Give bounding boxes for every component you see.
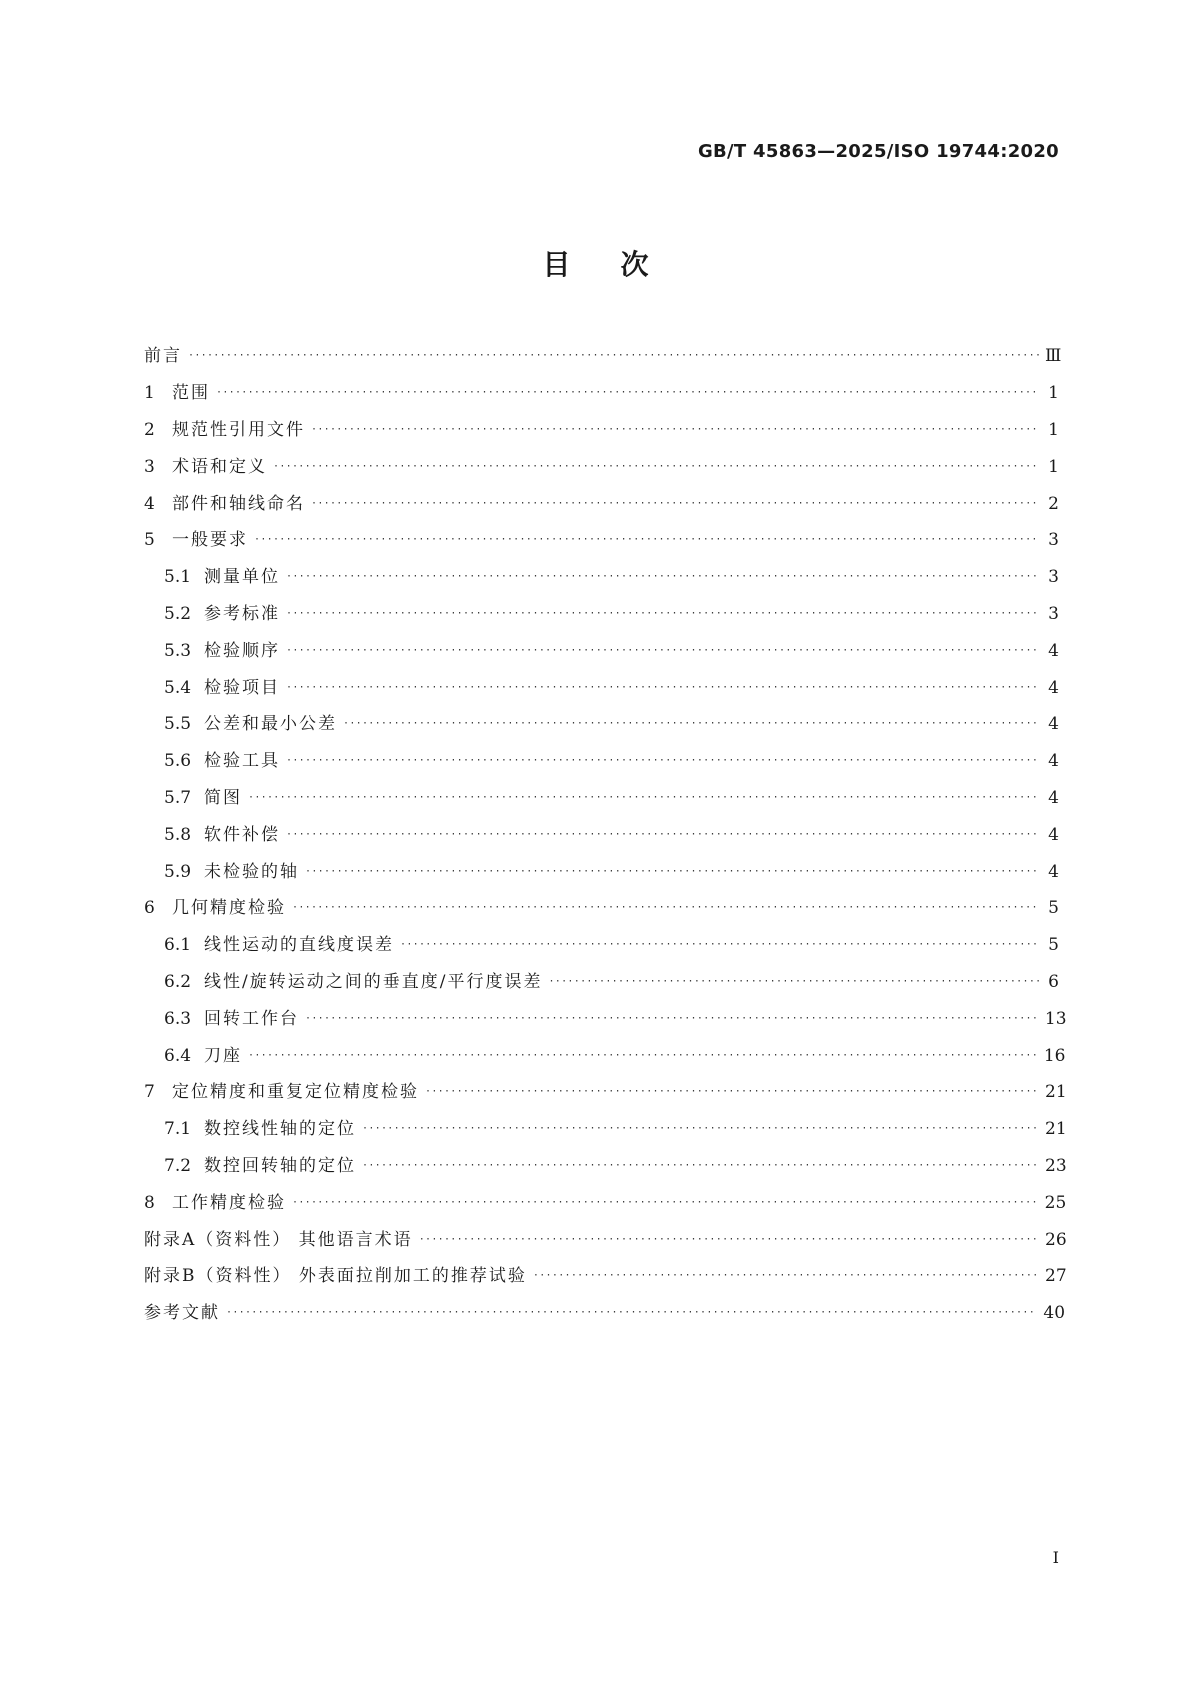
toc-leader-dots xyxy=(548,972,1039,992)
toc-entry-page: 16 xyxy=(1043,1045,1066,1066)
toc-entry-page: 4 xyxy=(1048,787,1059,808)
toc-entry-label: 附录B（资料性） 外表面拉削加工的推荐试验 xyxy=(144,1266,527,1287)
toc-entry-number: 4 xyxy=(144,493,155,514)
toc-entry[interactable] xyxy=(144,1184,1067,1221)
toc-entry[interactable] xyxy=(144,375,1059,412)
toc-entry[interactable] xyxy=(144,706,1059,743)
page-title: 目次 xyxy=(542,248,699,281)
toc-entry[interactable] xyxy=(144,927,1059,964)
toc-entry-number: 5.8 xyxy=(164,824,192,845)
toc-leader-dots xyxy=(400,935,1039,955)
toc-entry-number: 8 xyxy=(144,1192,155,1213)
toc-entry-number: 5.6 xyxy=(164,751,192,772)
toc-entry-number: 5.9 xyxy=(164,861,192,882)
toc-entry-number: 6.1 xyxy=(164,935,192,956)
toc-entry-label: 测量单位 xyxy=(204,567,280,588)
toc-entry-page: Ⅲ xyxy=(1045,346,1062,367)
toc-entry-page: 23 xyxy=(1045,1155,1067,1176)
toc-leader-dots xyxy=(533,1266,1039,1286)
toc-entry-label: 数控回转轴的定位 xyxy=(204,1155,356,1176)
toc-entry-number: 2 xyxy=(144,419,155,440)
toc-entry[interactable] xyxy=(144,596,1059,633)
toc-leader-dots xyxy=(254,530,1039,550)
toc-entry[interactable] xyxy=(144,890,1059,927)
toc-entry-number: 7.1 xyxy=(164,1119,192,1140)
toc-leader-dots xyxy=(286,641,1039,661)
toc-entry-page: 4 xyxy=(1048,677,1059,698)
toc-leader-dots xyxy=(216,383,1039,403)
toc-entry-page: 5 xyxy=(1048,898,1059,919)
toc-entry[interactable] xyxy=(144,559,1059,596)
toc-entry-page: 3 xyxy=(1048,603,1059,624)
toc-entry-number: 5.3 xyxy=(164,640,192,661)
toc-entry-label: 术语和定义 xyxy=(172,456,267,477)
toc-entry-page: 40 xyxy=(1043,1303,1066,1324)
toc-entry-number: 5.4 xyxy=(164,677,192,698)
toc-entry-label: 范围 xyxy=(172,383,210,404)
toc-entry[interactable] xyxy=(144,1000,1067,1037)
toc-entry-page: 1 xyxy=(1048,456,1059,477)
toc-entry-label: 定位精度和重复定位精度检验 xyxy=(172,1082,419,1103)
toc-entry-page: 6 xyxy=(1048,971,1059,992)
toc-entry-number: 6.3 xyxy=(164,1008,192,1029)
toc-entry-page: 21 xyxy=(1045,1119,1067,1140)
toc-entry-label: 公差和最小公差 xyxy=(204,714,337,735)
toc-entry-label: 检验顺序 xyxy=(204,640,280,661)
toc-entry-page: 1 xyxy=(1048,383,1059,404)
toc-leader-dots xyxy=(226,1303,1037,1323)
toc-leader-dots xyxy=(273,457,1039,477)
toc-entry-label: 检验工具 xyxy=(204,751,280,772)
toc-entry-page: 25 xyxy=(1044,1192,1067,1213)
toc-entry-label: 简图 xyxy=(204,787,242,808)
toc-leader-dots xyxy=(343,714,1039,734)
toc-entry-number: 5.5 xyxy=(164,714,192,735)
toc-leader-dots xyxy=(362,1119,1039,1139)
toc-entry[interactable] xyxy=(144,1111,1067,1148)
toc-entry-label: 一般要求 xyxy=(172,530,248,551)
toc-entry-label: 刀座 xyxy=(204,1045,242,1066)
toc-entry-label: 未检验的轴 xyxy=(204,861,299,882)
toc-entry-number: 7 xyxy=(144,1082,155,1103)
toc-entry-number: 5.1 xyxy=(164,567,192,588)
toc-entry-label: 线性运动的直线度误差 xyxy=(204,935,394,956)
toc-entry[interactable] xyxy=(144,485,1059,522)
toc-entry-number: 6 xyxy=(144,898,155,919)
toc-leader-dots xyxy=(188,346,1039,366)
toc-entry-page: 3 xyxy=(1048,567,1059,588)
toc-entry-label: 数控线性轴的定位 xyxy=(204,1119,356,1140)
toc-leader-dots xyxy=(248,788,1039,808)
toc-entry-number: 7.2 xyxy=(164,1155,192,1176)
toc-entry[interactable] xyxy=(144,780,1059,817)
toc-entry-page: 4 xyxy=(1048,824,1059,845)
toc-entry-number: 3 xyxy=(144,456,155,477)
toc-entry-number: 1 xyxy=(144,383,155,404)
toc-entry-number: 6.2 xyxy=(164,971,192,992)
toc-entry[interactable] xyxy=(144,1258,1067,1295)
toc-entry-page: 4 xyxy=(1048,640,1059,661)
toc-entry[interactable] xyxy=(144,816,1059,853)
toc-leader-dots xyxy=(419,1230,1039,1250)
toc-entry-page: 4 xyxy=(1048,714,1059,735)
toc-leader-dots xyxy=(362,1156,1039,1176)
toc-entry[interactable] xyxy=(144,743,1059,780)
toc-entry-label: 工作精度检验 xyxy=(172,1192,286,1213)
toc-entry-number: 5.2 xyxy=(164,603,192,624)
toc-entry-number: 6.4 xyxy=(164,1045,192,1066)
toc-entry[interactable] xyxy=(144,522,1059,559)
toc-entry-number: 5 xyxy=(144,530,155,551)
toc-entry[interactable] xyxy=(144,669,1059,706)
toc-entry[interactable] xyxy=(144,1295,1066,1332)
toc-entry-page: 3 xyxy=(1048,530,1059,551)
toc-leader-dots xyxy=(286,604,1039,624)
toc-entry-page: 5 xyxy=(1048,935,1059,956)
toc-entry-number: 5.7 xyxy=(164,787,192,808)
toc-leader-dots xyxy=(425,1082,1039,1102)
toc-entry[interactable] xyxy=(144,964,1059,1001)
toc-entry-page: 4 xyxy=(1048,861,1059,882)
toc-entry-page: 13 xyxy=(1044,1008,1067,1029)
standard-code-header xyxy=(698,141,1059,162)
toc-entry-label: 附录A（资料性） 其他语言术语 xyxy=(144,1229,413,1250)
toc-entry-page: 27 xyxy=(1045,1266,1067,1287)
toc-entry-label: 参考文献 xyxy=(144,1303,220,1324)
toc-leader-dots xyxy=(286,678,1039,698)
toc-entry[interactable] xyxy=(144,853,1059,890)
toc-entry-label: 回转工作台 xyxy=(204,1008,299,1029)
toc-entry-page: 21 xyxy=(1045,1082,1067,1103)
toc-entry-label: 前言 xyxy=(144,346,182,367)
toc-leader-dots xyxy=(311,494,1039,514)
toc-entry-page: 2 xyxy=(1048,493,1059,514)
toc-entry-label: 软件补偿 xyxy=(204,824,280,845)
toc-entry[interactable] xyxy=(144,1148,1067,1185)
toc-leader-dots xyxy=(286,751,1039,771)
toc-entry-label: 几何精度检验 xyxy=(172,898,286,919)
toc-entry[interactable] xyxy=(144,1037,1066,1074)
toc-entry-label: 参考标准 xyxy=(204,603,280,624)
toc-leader-dots xyxy=(305,1009,1039,1029)
toc-entry[interactable] xyxy=(144,412,1059,449)
toc-entry-page: 4 xyxy=(1048,751,1059,772)
toc-leader-dots xyxy=(292,898,1039,918)
toc-leader-dots xyxy=(248,1046,1038,1066)
toc-entry-page: 26 xyxy=(1045,1229,1067,1250)
toc-entry-label: 线性/旋转运动之间的垂直度/平行度误差 xyxy=(204,971,543,992)
toc-entry[interactable] xyxy=(144,632,1059,669)
page-number: I xyxy=(1052,1548,1059,1567)
toc-leader-dots xyxy=(292,1193,1039,1213)
toc-leader-dots xyxy=(311,420,1039,440)
toc-entry[interactable] xyxy=(144,1221,1067,1258)
toc-leader-dots xyxy=(286,567,1039,587)
toc-leader-dots xyxy=(286,825,1039,845)
toc-entry[interactable] xyxy=(144,338,1062,375)
table-of-contents xyxy=(144,338,1067,1332)
standard-code: GB/T 45863—2025/ISO 19744:2020 xyxy=(697,141,1059,162)
toc-entry[interactable] xyxy=(144,1074,1067,1111)
toc-leader-dots xyxy=(305,862,1039,882)
toc-entry[interactable] xyxy=(144,448,1059,485)
toc-entry-label: 检验项目 xyxy=(204,677,280,698)
toc-entry-label: 部件和轴线命名 xyxy=(172,493,305,514)
toc-entry-label: 规范性引用文件 xyxy=(172,419,305,440)
toc-entry-page: 1 xyxy=(1048,419,1059,440)
